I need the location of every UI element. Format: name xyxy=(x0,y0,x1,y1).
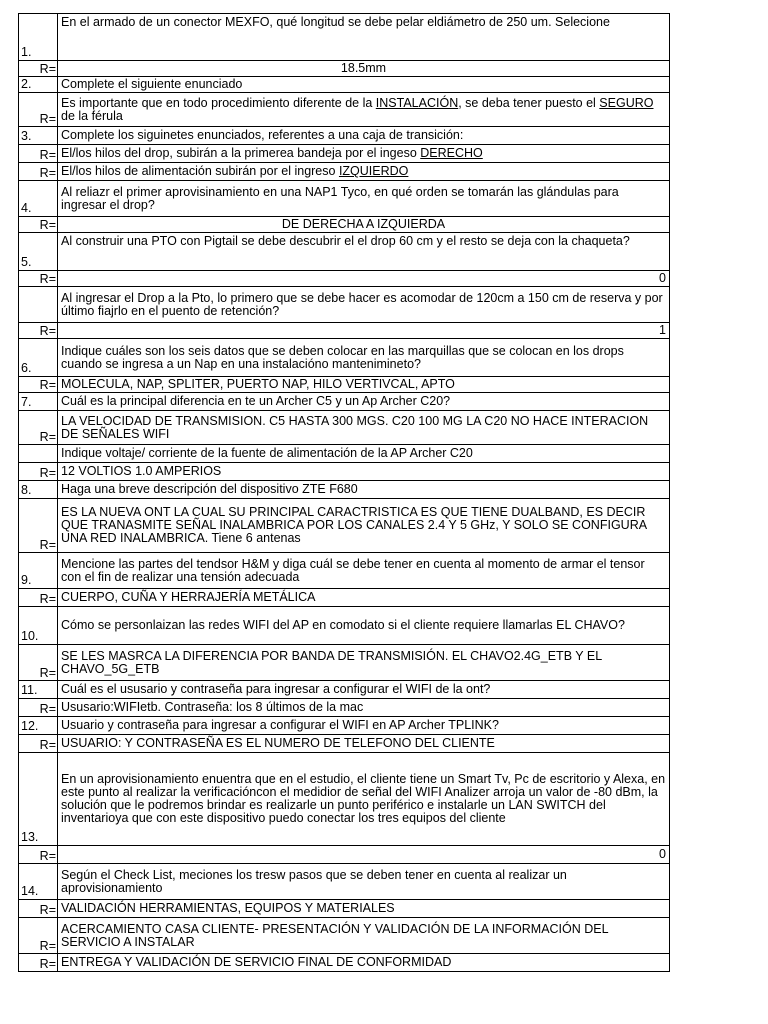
row-label: 14. xyxy=(19,864,58,900)
answer-text-part: Es importante que en todo procedimiento diferente de la xyxy=(61,95,376,110)
question-row xyxy=(19,717,670,735)
question-row xyxy=(19,445,670,463)
answer-text: VALIDACIÓN HERRAMIENTAS, EQUIPOS Y MATERIALES xyxy=(58,900,670,918)
row-label: 8. xyxy=(19,481,58,499)
row-label: 6. xyxy=(19,339,58,377)
question-row xyxy=(19,481,670,499)
row-label: 12. xyxy=(19,717,58,735)
answer-text: CUERPO, CUÑA Y HERRAJERÍA METÁLICA xyxy=(58,589,670,607)
answer-label: R= xyxy=(19,411,58,445)
answer-row xyxy=(19,846,670,864)
answer-row xyxy=(19,145,670,163)
answer-text xyxy=(58,145,670,163)
answer-text: LA VELOCIDAD DE TRANSMISION. C5 HASTA 300 MGS. C20 100 MG LA C20 NO HACE INTERACION DE SEÑALES WIFI xyxy=(58,411,670,445)
answer-label: R= xyxy=(19,61,58,77)
answer-text: SE LES MASRCA LA DIFERENCIA POR BANDA DE TRANSMISIÓN. EL CHAVO2.4G_ETB Y EL CHAVO_5G_ETB xyxy=(58,645,670,681)
row-label: 7. xyxy=(19,393,58,411)
answer-label: R= xyxy=(19,271,58,287)
answer-text: 18.5mm xyxy=(58,61,670,77)
answer-label: R= xyxy=(19,217,58,233)
question-row xyxy=(19,339,670,377)
answer-row xyxy=(19,589,670,607)
question-text: Cuál es el ususario y contraseña para ingresar a configurar el WIFI de la ont? xyxy=(58,681,670,699)
row-label xyxy=(19,445,58,463)
question-row xyxy=(19,607,670,645)
row-label: 13. xyxy=(19,753,58,846)
answer-text: 0 xyxy=(58,271,670,287)
answer-text: 1 xyxy=(58,323,670,339)
answer-row xyxy=(19,217,670,233)
answer-row xyxy=(19,411,670,445)
question-row xyxy=(19,14,670,61)
answer-label: R= xyxy=(19,846,58,864)
answer-row xyxy=(19,377,670,393)
answer-label: R= xyxy=(19,589,58,607)
underlined-answer: SEGURO xyxy=(599,95,654,110)
question-text: Complete el siguiente enunciado xyxy=(58,77,670,93)
question-text: Según el Check List, meciones los tresw pasos que se deben tener en cuenta al realizar un aprovisionamiento xyxy=(58,864,670,900)
underlined-answer: INSTALACIÓN xyxy=(375,95,459,110)
answer-text: ENTREGA Y VALIDACIÓN DE SERVICIO FINAL DE CONFORMIDAD xyxy=(58,954,670,972)
answer-label: R= xyxy=(19,323,58,339)
row-label: 11. xyxy=(19,681,58,699)
question-row xyxy=(19,864,670,900)
answer-label: R= xyxy=(19,93,58,127)
question-text: Al reliazr el primer aprovisinamiento en una NAP1 Tyco, en qué orden se tomarán las glándulas para ingresar el drop? xyxy=(58,181,670,217)
row-label: 9. xyxy=(19,553,58,589)
answer-label: R= xyxy=(19,145,58,163)
question-row xyxy=(19,77,670,93)
answer-text: ACERCAMIENTO CASA CLIENTE- PRESENTACIÓN Y VALIDACIÓN DE LA INFORMACIÓN DEL SERVICIO A INSTALAR xyxy=(58,918,670,954)
question-text: En el armado de un conector MEXFO, qué longitud se debe pelar eldiámetro de 250 um. Selecione xyxy=(58,14,670,61)
question-row xyxy=(19,753,670,846)
answer-text: 12 VOLTIOS 1.0 AMPERIOS xyxy=(58,463,670,481)
underlined-answer: IZQUIERDO xyxy=(338,164,409,178)
answer-text: MOLECULA, NAP, SPLITER, PUERTO NAP, HILO VERTIVCAL, APTO xyxy=(58,377,670,393)
answer-row xyxy=(19,271,670,287)
answer-label: R= xyxy=(19,645,58,681)
answer-row xyxy=(19,645,670,681)
question-row xyxy=(19,127,670,145)
answer-label: R= xyxy=(19,918,58,954)
question-text: Cómo se personlaizan las redes WIFI del AP en comodato si el cliente requiere llamarlas EL CHAVO? xyxy=(58,607,670,645)
question-text: Usuario y contraseña para ingresar a configurar el WIFI en AP Archer TPLINK? xyxy=(58,717,670,735)
question-row xyxy=(19,233,670,271)
question-text: Indique voltaje/ corriente de la fuente de alimentación de la AP Archer C20 xyxy=(58,445,670,463)
answer-row xyxy=(19,463,670,481)
answer-row xyxy=(19,900,670,918)
answer-text xyxy=(58,93,670,127)
row-label: 1. xyxy=(19,14,58,61)
answer-row xyxy=(19,93,670,127)
question-row xyxy=(19,393,670,411)
question-text: Al construir una PTO con Pigtail se debe descubrir el el drop 60 cm y el resto se deja con la chaqueta? xyxy=(58,233,670,271)
question-text: Cuál es la principal diferencia en te un Archer C5 y un Ap Archer C20? xyxy=(58,393,670,411)
question-text: En un aprovisionamiento enuentra que en el estudio, el cliente tiene un Smart Tv, Pc de escritorio y Alexa, en este punto al realizar la verificacióncon el medidior de señal del WIFI Analizer arroja un valor de -80 dBm, la solución que le podremos brindar es realizarle un punto periférico e instalarle un LAN SWITCH del inventarioya que con este dispositivo puedo conectar los tres equipos del cliente xyxy=(58,753,670,846)
answer-row xyxy=(19,499,670,553)
answer-text-part: , se deba tener puesto el xyxy=(458,95,600,110)
answer-text-part: de la férula xyxy=(61,108,123,123)
answer-text xyxy=(58,163,670,181)
question-text: Al ingresar el Drop a la Pto, lo primero que se debe hacer es acomodar de 120cm a 150 cm de reserva y por último fiajrlo en el puento de retención? xyxy=(58,287,670,323)
questionnaire-table xyxy=(18,13,670,972)
answer-text-part: El/los hilos del drop, subirán a la primerea bandeja por el ingeso xyxy=(61,146,421,160)
answer-text: USUARIO: Y CONTRASEÑA ES EL NUMERO DE TELEFONO DEL CLIENTE xyxy=(58,735,670,753)
row-label xyxy=(19,287,58,323)
question-row xyxy=(19,681,670,699)
answer-row xyxy=(19,735,670,753)
question-text: Haga una breve descripción del dispositivo ZTE F680 xyxy=(58,481,670,499)
answer-label: R= xyxy=(19,735,58,753)
question-row xyxy=(19,181,670,217)
answer-label: R= xyxy=(19,954,58,972)
answer-row xyxy=(19,163,670,181)
answer-row xyxy=(19,61,670,77)
answer-text: DE DERECHA A IZQUIERDA xyxy=(58,217,670,233)
answer-label: R= xyxy=(19,463,58,481)
row-label: 4. xyxy=(19,181,58,217)
answer-row xyxy=(19,954,670,972)
underlined-answer: DERECHO xyxy=(420,146,483,160)
question-text: Mencione las partes del tendsor H&M y diga cuál se debe tener en cuenta al momento de armar el tensor con el fin de realizar una tensión adecuada xyxy=(58,553,670,589)
answer-text: ES LA NUEVA ONT LA CUAL SU PRINCIPAL CARACTRISTICA ES QUE TIENE DUALBAND, ES DECIR QUE TRANASMITE SEÑAL INALAMBRICA POR LOS CANALES 2.4 Y 5 GHz, Y SOLO SE CONFIGURA UNA RED INALAMBRICA. Tiene 6 antenas xyxy=(58,499,670,553)
question-text: Indique cuáles son los seis datos que se deben colocar en las marquillas que se colocan en los drops cuando se ingresa a un Nap en una instalacióno mantenimineto? xyxy=(58,339,670,377)
row-label: 2. xyxy=(19,77,58,93)
answer-label: R= xyxy=(19,900,58,918)
row-label: 5. xyxy=(19,233,58,271)
answer-label: R= xyxy=(19,499,58,553)
answer-row xyxy=(19,699,670,717)
answer-text: Ususario:WIFIetb. Contraseña: los 8 últimos de la mac xyxy=(58,699,670,717)
answer-label: R= xyxy=(19,699,58,717)
answer-row xyxy=(19,918,670,954)
row-label: 10. xyxy=(19,607,58,645)
answer-label: R= xyxy=(19,163,58,181)
question-text: Complete los siguinetes enunciados, referentes a una caja de transición: xyxy=(58,127,670,145)
answer-text: 0 xyxy=(58,846,670,864)
answer-row xyxy=(19,323,670,339)
question-row xyxy=(19,553,670,589)
answer-label: R= xyxy=(19,377,58,393)
question-row xyxy=(19,287,670,323)
answer-text-part: El/los hilos de alimentación subirán por el ingreso xyxy=(61,164,339,178)
row-label: 3. xyxy=(19,127,58,145)
